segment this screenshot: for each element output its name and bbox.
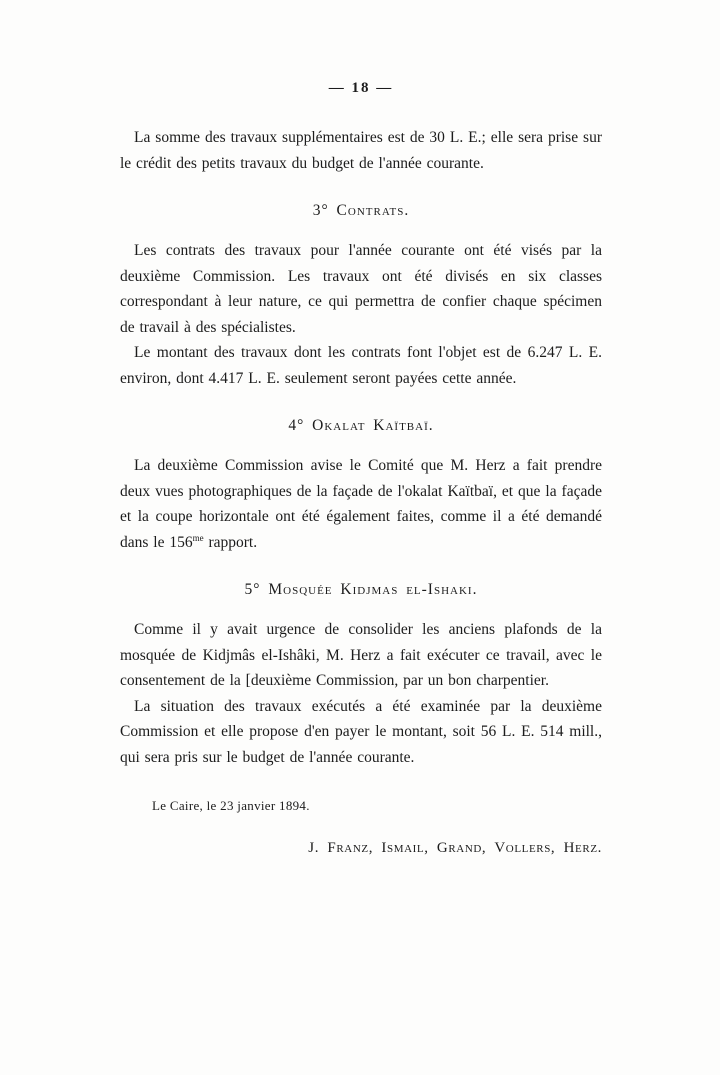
paragraph-okalat	[120, 453, 602, 555]
paragraph-mosquee-2: La situation des travaux exécutés a été examinée par la deuxième Commission et elle propose d'en payer le montant, soit 56 L. E. 514 mill., qui sera pris sur le budget de l'année courante.	[120, 697, 602, 766]
signature-line: J. Franz, Ismail, Grand, Vollers, Herz.	[308, 840, 602, 856]
paragraph-contrats-2: Le montant des travaux dont les contrats font l'objet est de 6.247 L. E. environ, dont 4.417 L. E. seulement seront payées cette année.	[120, 344, 602, 387]
page-content	[120, 80, 602, 857]
okalat-text-start: La deuxième Commission avise le Comité que M. Herz a fait prendre deux vues photographiques de la façade de l'okalat Kaïtbaï, et que la façade et la coupe horizontale ont été également faites, comme il a été demandé dans le 156	[120, 457, 602, 551]
paragraph-contrats-1: Les contrats des travaux pour l'année courante ont été visés par la deuxième Commission. Les travaux ont été divisés en six classes correspondant à leur nature, ce qui permettra de confier chaque spécimen de travail à des spécialistes.	[120, 242, 602, 336]
section-heading-okalat: 4° Okalat Kaïtbaï.	[288, 417, 434, 434]
section-heading-contrats: 3° Contrats.	[312, 202, 410, 219]
okalat-superscript: me	[192, 532, 204, 543]
section-heading-mosquee: 5° Mosquée Kidjmas el-Ishaki.	[244, 581, 478, 598]
page-number: — 18 —	[328, 80, 394, 96]
paragraph-intro: La somme des travaux supplémentaires est de 30 L. E.; elle sera prise sur le crédit des petits travaux du budget de l'année courante.	[120, 129, 602, 172]
paragraph-mosquee-1: Comme il y avait urgence de consolider les anciens plafonds de la mosquée de Kidjmâs el-Ishâki, M. Herz a fait exécuter ce travail, avec le consentement de la [deuxième Commission, par un bon charpentier.	[120, 621, 602, 689]
dateline: Le Caire, le 23 janvier 1894.	[152, 798, 310, 813]
okalat-text-end: rapport.	[203, 533, 258, 551]
